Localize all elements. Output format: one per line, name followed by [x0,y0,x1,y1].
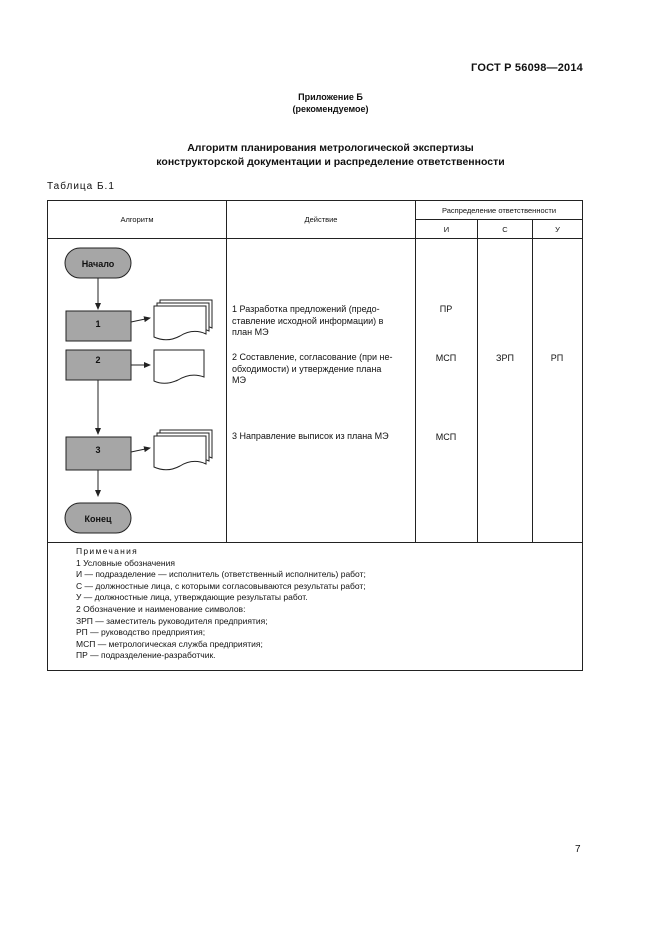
title-line-1: Алгоритм планирования метрологической экспертизы [187,142,474,154]
flowchart [65,248,212,533]
note-line: ПР — подразделение-разработчик. [76,650,216,661]
start-label: Начало [81,259,115,269]
note-line: 1 Условные обозначения [76,557,175,568]
table-notes [76,546,366,662]
resp-row-2-s: ЗРП [496,353,514,363]
note-line: И — подразделение — исполнитель (ответственный исполнитель) работ; [76,569,366,580]
step-3-label: 3 [95,445,101,455]
action-row-3 [232,431,412,443]
multi-document-icon [154,300,212,340]
note-line: РП — руководство предприятия; [76,627,206,638]
page-number: 7 [575,844,581,855]
note-line: 2 Обозначение и наименование символов: [76,603,246,614]
note-line: ЗРП — заместитель руководителя предприятия; [76,615,268,626]
header-s: С [502,225,508,234]
table-caption: Таблица Б.1 [47,181,115,192]
resp-row-2-u: РП [550,353,564,363]
title-line-2: конструкторской документации и распределение ответственности [156,156,505,168]
action-line: МЭ [232,375,246,385]
header-action: Действие [304,215,338,224]
action-row-1 [232,304,410,339]
notes-heading: Примечания [76,546,139,556]
action-line: ставление исходной информации) в [232,315,384,326]
action-line: обходимости) и утверждение плана [232,363,382,374]
action-line: 3 Направление выписок из плана МЭ [232,431,389,441]
action-line: 2 Составление, согласование (при не- [232,352,393,362]
appendix-status: (рекомендуемое) [292,104,369,114]
end-label: Конец [84,514,112,524]
step-2-label: 2 [95,355,101,365]
resp-row-2-i: МСП [435,353,457,363]
header-algorithm: Алгоритм [120,215,154,224]
resp-row-3-i: МСП [435,432,457,442]
action-line: план МЭ [232,327,269,337]
header-u: У [555,225,560,234]
resp-row-1-i: ПР [439,304,453,314]
appendix-title: Приложение Б [298,92,363,102]
step-1-label: 1 [95,319,101,329]
note-line: МСП — метрологическая служба предприятия; [76,638,263,649]
header-i: И [443,225,450,234]
action-line: 1 Разработка предложений (предо- [232,304,380,314]
header-responsibility: Распределение ответственности [441,206,557,215]
note-line: С — должностные лица, с которыми согласовываются результаты работ; [76,580,366,591]
note-line: У — должностные лица, утверждающие результаты работ. [76,592,308,603]
document-icon [154,350,204,383]
standard-number: ГОСТ Р 56098—2014 [471,62,583,74]
action-row-2 [232,352,410,387]
multi-document-icon [154,430,212,470]
